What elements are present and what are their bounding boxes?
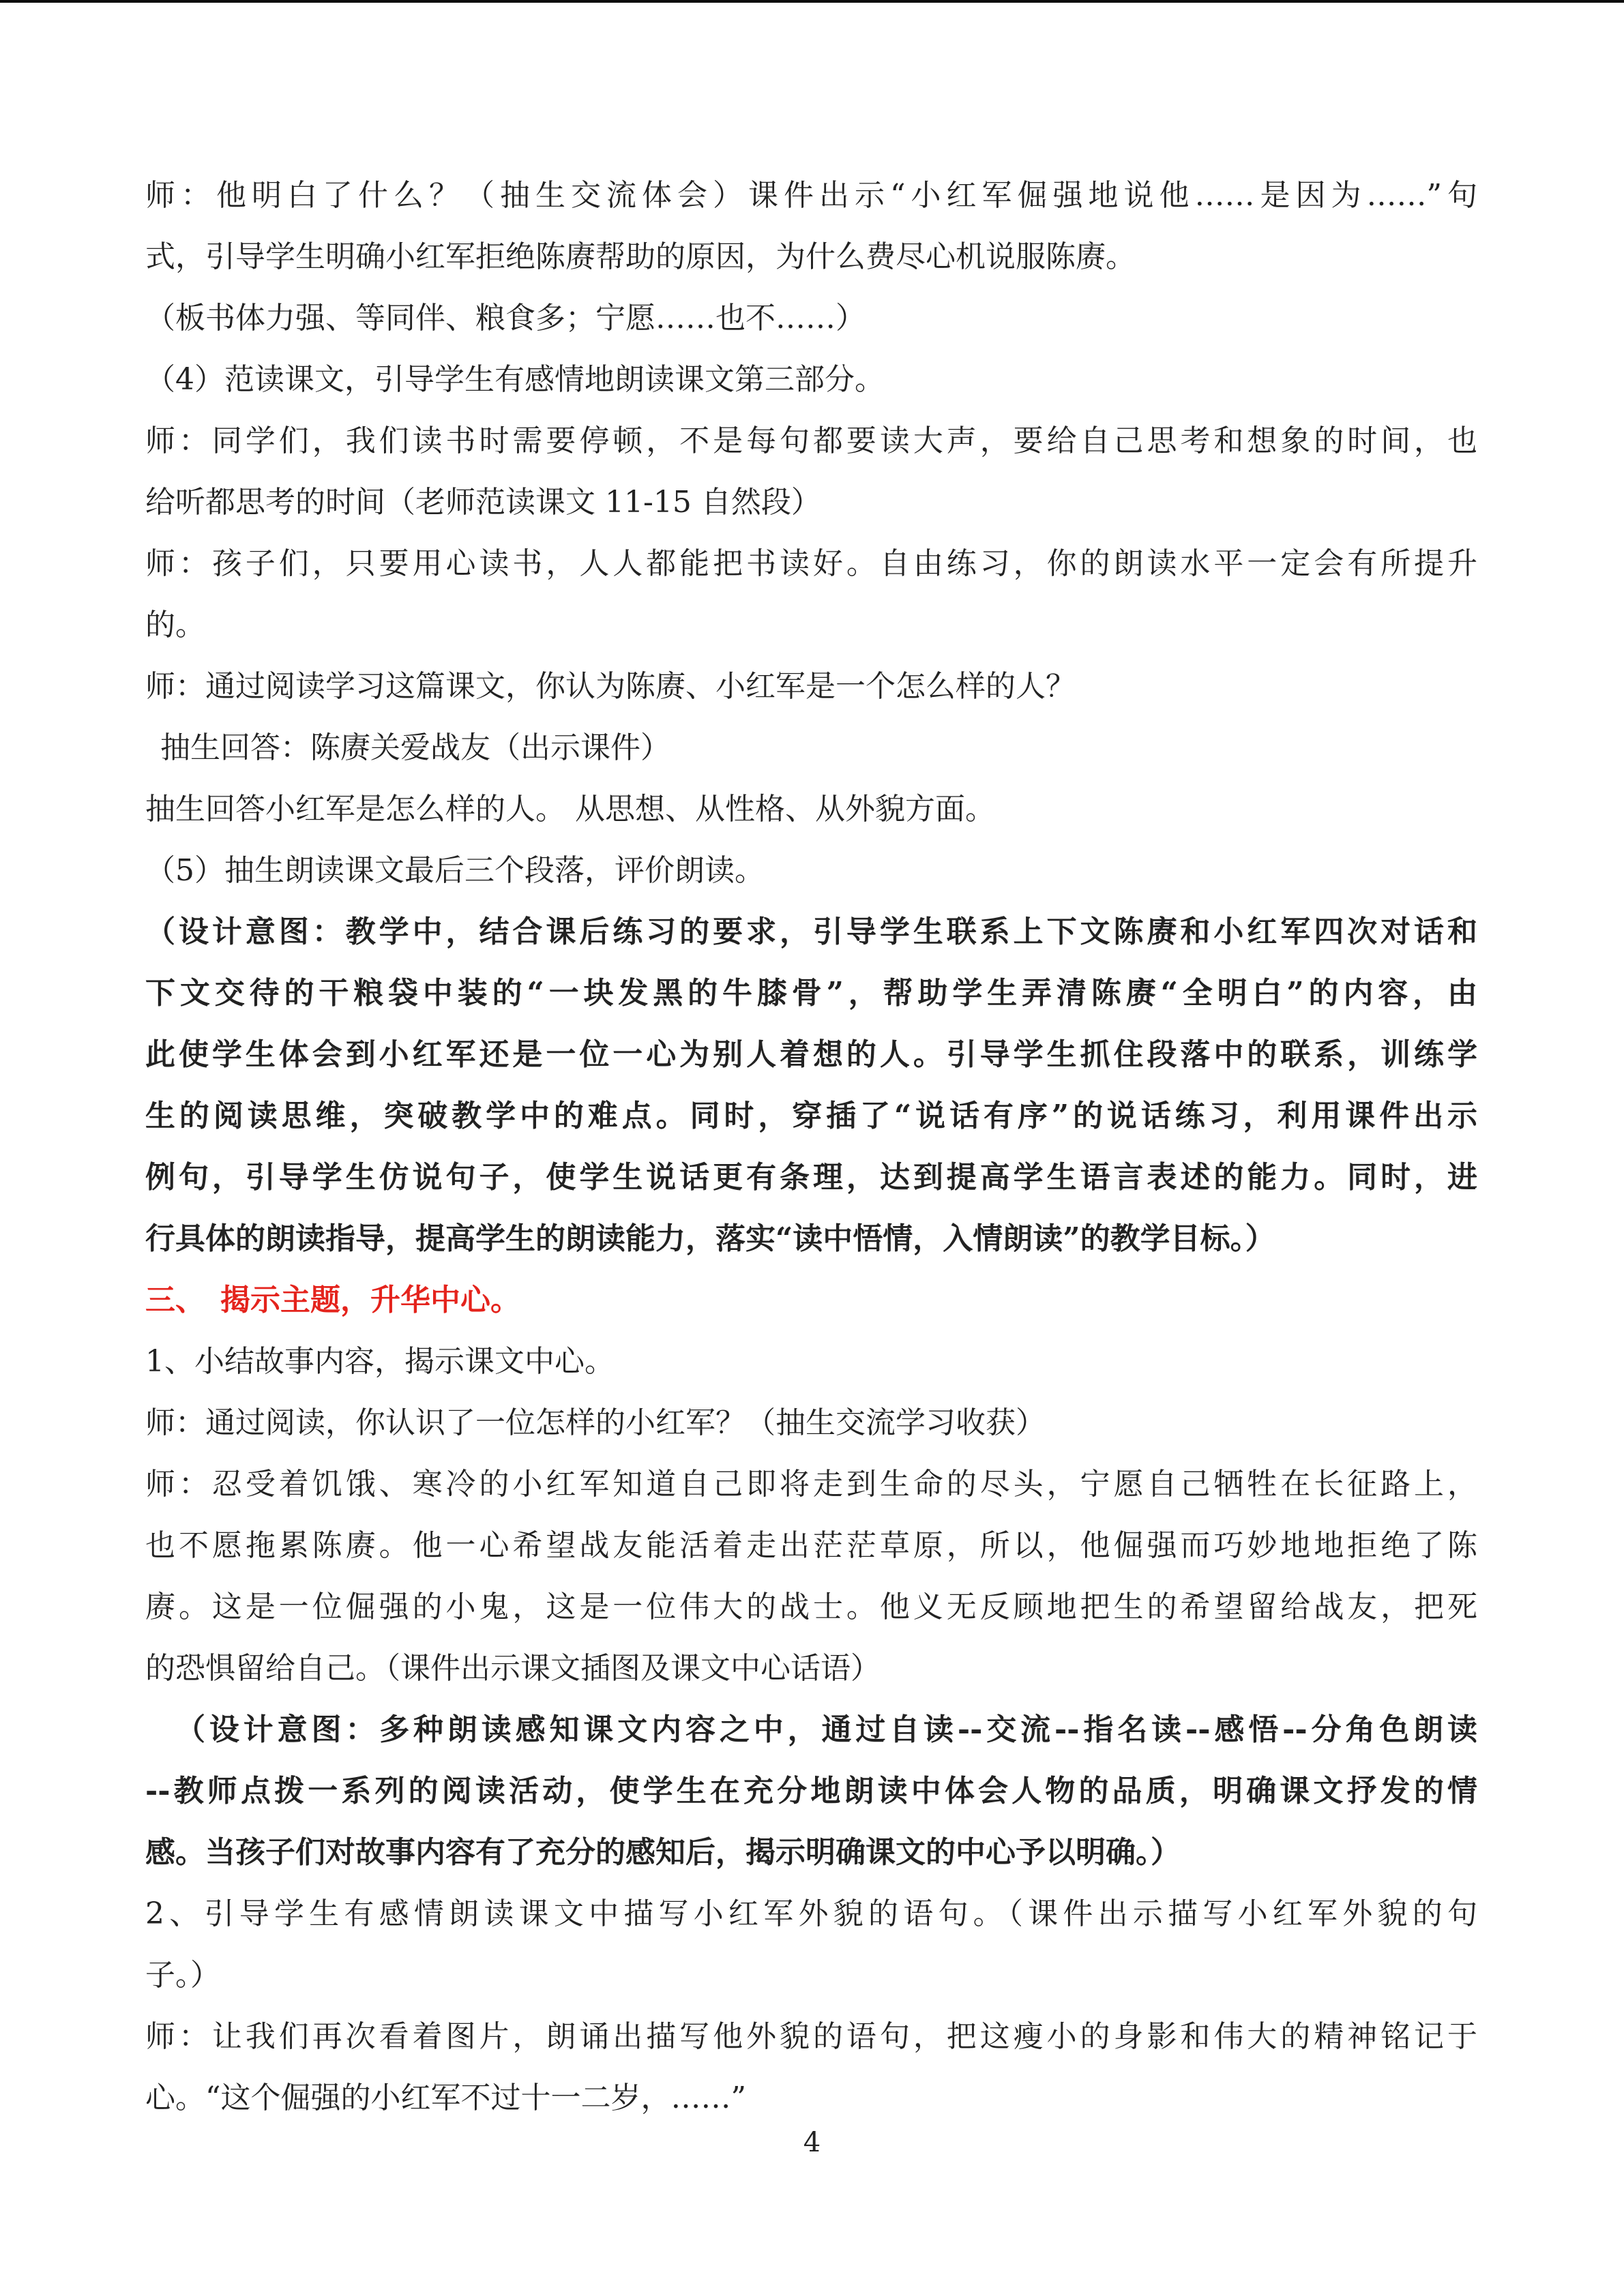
text-line: 师：忍受着饥饿、寒冷的小红军知道自己即将走到生命的尽头，宁愿自己牺牲在长征路上， bbox=[145, 1467, 1477, 1502]
text-line: --教师点拨一系列的阅读活动，使学生在充分地朗读中体会人物的品质，明确课文抒发的情 bbox=[145, 1774, 1477, 1808]
text-line: 2、引导学生有感情朗读课文中描写小红军外貌的语句。（课件出示描写小红军外貌的句 bbox=[145, 1896, 1477, 1931]
text-line: 师：他明白了什么？（抽生交流体会）课件出示“小红军倔强地说他……是因为……”句 bbox=[145, 178, 1477, 213]
text-line: 的恐惧留给自己。（课件出示课文插图及课文中心话语） bbox=[145, 1651, 881, 1686]
text-line: 1、小结故事内容，揭示课文中心。 bbox=[145, 1344, 615, 1379]
text-line: 师：孩子们，只要用心读书，人人都能把书读好。自由练习，你的朗读水平一定会有所提升 bbox=[145, 546, 1477, 581]
text-line: 也不愿拖累陈赓。他一心希望战友能活着走出茫茫草原，所以，他倔强而巧妙地地拒绝了陈 bbox=[145, 1528, 1477, 1563]
text-line: （4）范读课文，引导学生有感情地朗读课文第三部分。 bbox=[145, 362, 885, 397]
text-line: 抽生回答小红军是怎么样的人。 从思想、从性格、从外貌方面。 bbox=[145, 792, 995, 826]
lesson-plan-text-block bbox=[145, 165, 1477, 2129]
text-line: 下文交待的干粮袋中装的“一块发黑的牛膝骨”，帮助学生弄清陈赓“全明白”的内容，由 bbox=[145, 976, 1477, 1011]
text-line: 心。“这个倔强的小红军不过十一二岁，……” bbox=[145, 2081, 746, 2115]
text-line: 抽生回答：陈赓关爱战友（出示课件） bbox=[160, 730, 670, 765]
text-line: 师：通过阅读，你认识了一位怎样的小红军？（抽生交流学习收获） bbox=[145, 1405, 1046, 1440]
text-line: 师：通过阅读学习这篇课文，你认为陈赓、小红军是一个怎么样的人？ bbox=[145, 669, 1076, 704]
text-line: 感。当孩子们对故事内容有了充分的感知后，揭示明确课文的中心予以明确。） bbox=[145, 1835, 1181, 1870]
text-line: 生的阅读思维，突破教学中的难点。同时，穿插了“说话有序”的说话练习，利用课件出示 bbox=[145, 1099, 1477, 1133]
page-number: 4 bbox=[803, 2127, 821, 2158]
text-line: 赓。这是一位倔强的小鬼，这是一位伟大的战士。他义无反顾地把生的希望留给战友，把死 bbox=[145, 1590, 1477, 1624]
text-line: （设计意图：多种朗读感知课文内容之中，通过自读--交流--指名读--感悟--分角色朗读 bbox=[175, 1712, 1477, 1747]
text-line: （5）抽生朗读课文最后三个段落，评价朗读。 bbox=[145, 853, 765, 888]
text-line: 子。） bbox=[145, 1958, 220, 1993]
text-line: 行具体的朗读指导，提高学生的朗读能力，落实“读中悟情，入情朗读”的教学目标。） bbox=[145, 1221, 1275, 1256]
text-line: 师：让我们再次看着图片，朗诵出描写他外貌的语句，把这瘦小的身影和伟大的精神铭记于 bbox=[145, 2019, 1477, 2054]
text-line: 师：同学们，我们读书时需要停顿，不是每句都要读大声，要给自己思考和想象的时间，也 bbox=[145, 423, 1477, 458]
section-heading-line: 三、 揭示主题，升华中心。 bbox=[145, 1283, 520, 1317]
text-line: 例句，引导学生仿说句子，使学生说话更有条理，达到提高学生语言表述的能力。同时，进 bbox=[145, 1160, 1477, 1195]
text-line: 的。 bbox=[145, 608, 205, 642]
text-line: （板书体力强、等同伴、粮食多；宁愿……也不……） bbox=[145, 301, 866, 336]
text-line: 给听都思考的时间（老师范读课文 11-15 自然段） bbox=[145, 485, 821, 520]
text-line: （设计意图：教学中，结合课后练习的要求，引导学生联系上下文陈赓和小红军四次对话和 bbox=[145, 914, 1477, 949]
text-line: 此使学生体会到小红军还是一位一心为别人着想的人。引导学生抓住段落中的联系，训练学 bbox=[145, 1037, 1477, 1072]
text-line: 式，引导学生明确小红军拒绝陈赓帮助的原因，为什么费尽心机说服陈赓。 bbox=[145, 239, 1136, 274]
